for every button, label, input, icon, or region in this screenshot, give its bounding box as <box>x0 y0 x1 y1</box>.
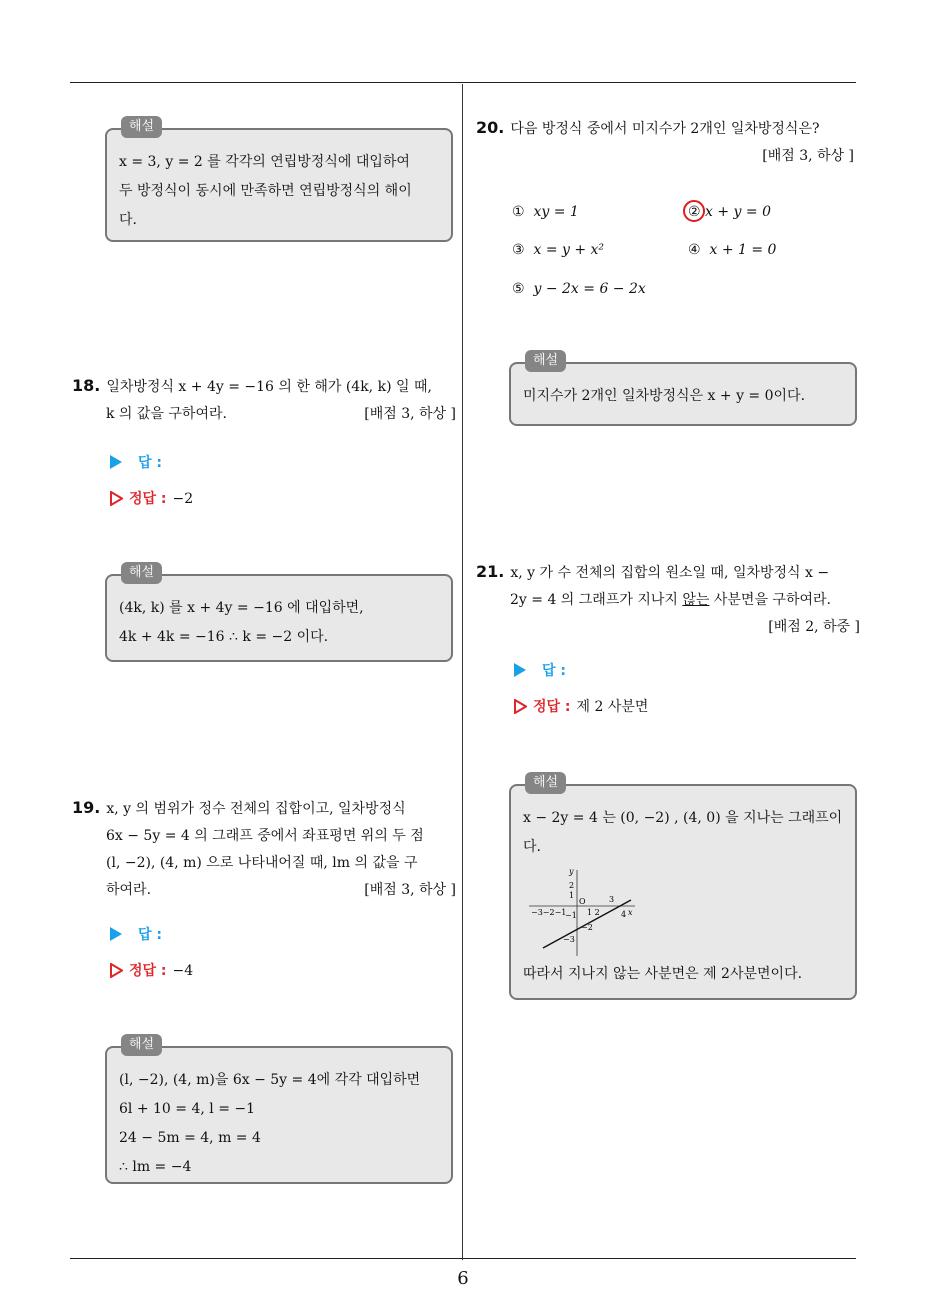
choice-mark: ④ <box>688 242 701 258</box>
problem-20 <box>476 114 860 170</box>
choice-4[interactable] <box>688 242 776 258</box>
solution-line: 4k + 4k = −16 ∴ k = −2 이다. <box>119 629 329 645</box>
solution-box-20 <box>509 353 857 426</box>
solution-tag: 해설 <box>525 772 566 794</box>
problem-text: 하여라. <box>106 882 152 898</box>
choice-2[interactable] <box>688 204 771 220</box>
choice-text: x + 1 = 0 <box>709 242 777 258</box>
problem-meta: [배점 3, 하상 ] <box>364 882 456 898</box>
coordinate-graph <box>527 866 637 958</box>
problem-text: x, y 의 범위가 정수 전체의 집합이고, 일차방정식 <box>106 801 406 817</box>
solution-box-21 <box>509 775 857 1000</box>
problem-number: 21. <box>476 562 505 581</box>
choice-mark: ① <box>512 204 525 220</box>
y-tick-label: 2 <box>569 881 575 890</box>
solution-line: (l, −2), (4, m)을 6x − 5y = 4에 각각 대입하면 <box>119 1072 421 1088</box>
answer-label: 답 : <box>138 455 162 471</box>
correct-value: −2 <box>172 491 194 507</box>
correct-label: 정답 : <box>533 699 571 715</box>
correct-label: 정답 : <box>129 963 167 979</box>
column-divider <box>462 84 463 1260</box>
answer-label: 답 : <box>138 927 162 943</box>
solution-tag: 해설 <box>121 562 162 584</box>
correct-19 <box>110 960 193 980</box>
x-tick-label: 4 <box>621 910 627 919</box>
solution-line: x = 3, y = 2 를 각각의 연립방정식에 대입하여 <box>119 154 410 170</box>
problem-text: 일차방정식 x + 4y = −16 의 한 해가 (4k, k) 일 때, <box>106 379 432 395</box>
solution-box-19 <box>105 1037 453 1184</box>
problem-19 <box>72 794 456 904</box>
solution-line: 따라서 지나지 않는 사분면은 제 2사분면이다. <box>523 966 803 982</box>
answer-18 <box>110 452 168 472</box>
solution-line: 미지수가 2개인 일차방정식은 x + y = 0이다. <box>523 388 806 404</box>
outline-triangle-icon <box>110 963 123 978</box>
problem-text: x, y 가 수 전체의 집합의 원소일 때, 일차방정식 x − <box>510 565 830 581</box>
choice-3[interactable] <box>512 242 604 258</box>
x-tick-labels-positive: 1 2 <box>587 908 600 917</box>
correct-label: 정답 : <box>129 491 167 507</box>
x-axis-label: x <box>628 908 633 917</box>
y-tick-label: −1 <box>565 911 577 920</box>
solution-tag: 해설 <box>525 350 566 372</box>
outline-triangle-icon <box>110 491 123 506</box>
outline-triangle-icon <box>514 699 527 714</box>
problem-meta: [배점 3, 하상 ] <box>364 406 456 422</box>
choice-text: x + y = 0 <box>705 204 771 220</box>
y-axis-label: y <box>569 867 574 876</box>
y-tick-label: −2 <box>581 923 593 932</box>
answer-19 <box>110 924 168 944</box>
solution-line: x − 2y = 4 는 (0, −2) , (4, 0) 을 지나는 그래프이 <box>523 810 843 826</box>
problem-18 <box>72 372 456 428</box>
solution-tag: 해설 <box>121 1034 162 1056</box>
choice-text: xy = 1 <box>533 204 579 220</box>
problem-meta: [배점 2, 하중 ] <box>768 619 860 635</box>
choice-1[interactable] <box>512 204 579 220</box>
problem-text: k 의 값을 구하여라. <box>106 406 227 422</box>
problem-number: 19. <box>72 798 101 817</box>
solution-box-18 <box>105 565 453 662</box>
origin-label: O <box>579 897 586 906</box>
y-tick-label: −3 <box>563 935 575 944</box>
y-tick-label: 1 <box>569 891 575 900</box>
bottom-rule <box>70 1258 856 1259</box>
solution-line: 24 − 5m = 4, m = 4 <box>119 1130 261 1146</box>
top-rule <box>70 82 856 83</box>
solution-box-17 <box>105 119 453 242</box>
solution-tag: 해설 <box>121 116 162 138</box>
choice-mark: ⑤ <box>512 281 525 297</box>
choice-text: y − 2x = 6 − 2x <box>533 281 646 297</box>
correct-21 <box>514 696 648 716</box>
solution-line: (4k, k) 를 x + 4y = −16 에 대입하면, <box>119 600 364 616</box>
solution-line: 다. <box>523 839 541 855</box>
problem-21 <box>476 558 860 641</box>
problem-text: 사분면을 구하여라. <box>709 592 831 608</box>
x-tick-labels-negative: −3−2−1 <box>531 908 567 917</box>
x-tick-label: 3 <box>609 895 615 904</box>
problem-text: (l, −2), (4, m) 으로 나타내어질 때, lm 의 값을 구 <box>106 855 418 871</box>
choice-mark: ③ <box>512 242 525 258</box>
play-triangle-icon <box>110 927 122 941</box>
problem-text: 2y = 4 의 그래프가 지나지 <box>510 592 683 608</box>
problem-number: 18. <box>72 376 101 395</box>
correct-value: 제 2 사분면 <box>576 699 649 715</box>
choice-text: x = y + x² <box>533 242 605 258</box>
underlined-word: 않는 <box>682 592 710 608</box>
solution-line: 두 방정식이 동시에 만족하면 연립방정식의 해이 <box>119 183 412 199</box>
answer-label: 답 : <box>542 663 566 679</box>
choice-5[interactable] <box>512 281 646 297</box>
solution-line: 다. <box>119 212 137 228</box>
problem-text: 다음 방정식 중에서 미지수가 2개인 일차방정식은? <box>510 121 820 137</box>
correct-18 <box>110 488 193 508</box>
play-triangle-icon <box>514 663 526 677</box>
solution-line: 6l + 10 = 4, l = −1 <box>119 1101 256 1117</box>
solution-line: ∴ lm = −4 <box>119 1159 192 1175</box>
problem-number: 20. <box>476 118 505 137</box>
page-number: 6 <box>457 1268 469 1289</box>
choice-mark: ② <box>688 204 701 220</box>
play-triangle-icon <box>110 455 122 469</box>
correct-value: −4 <box>172 963 194 979</box>
selected-circle-mark <box>683 200 705 222</box>
answer-21 <box>514 660 572 680</box>
problem-meta: [배점 3, 하상 ] <box>762 148 854 164</box>
problem-text: 6x − 5y = 4 의 그래프 중에서 좌표평면 위의 두 점 <box>106 828 424 844</box>
